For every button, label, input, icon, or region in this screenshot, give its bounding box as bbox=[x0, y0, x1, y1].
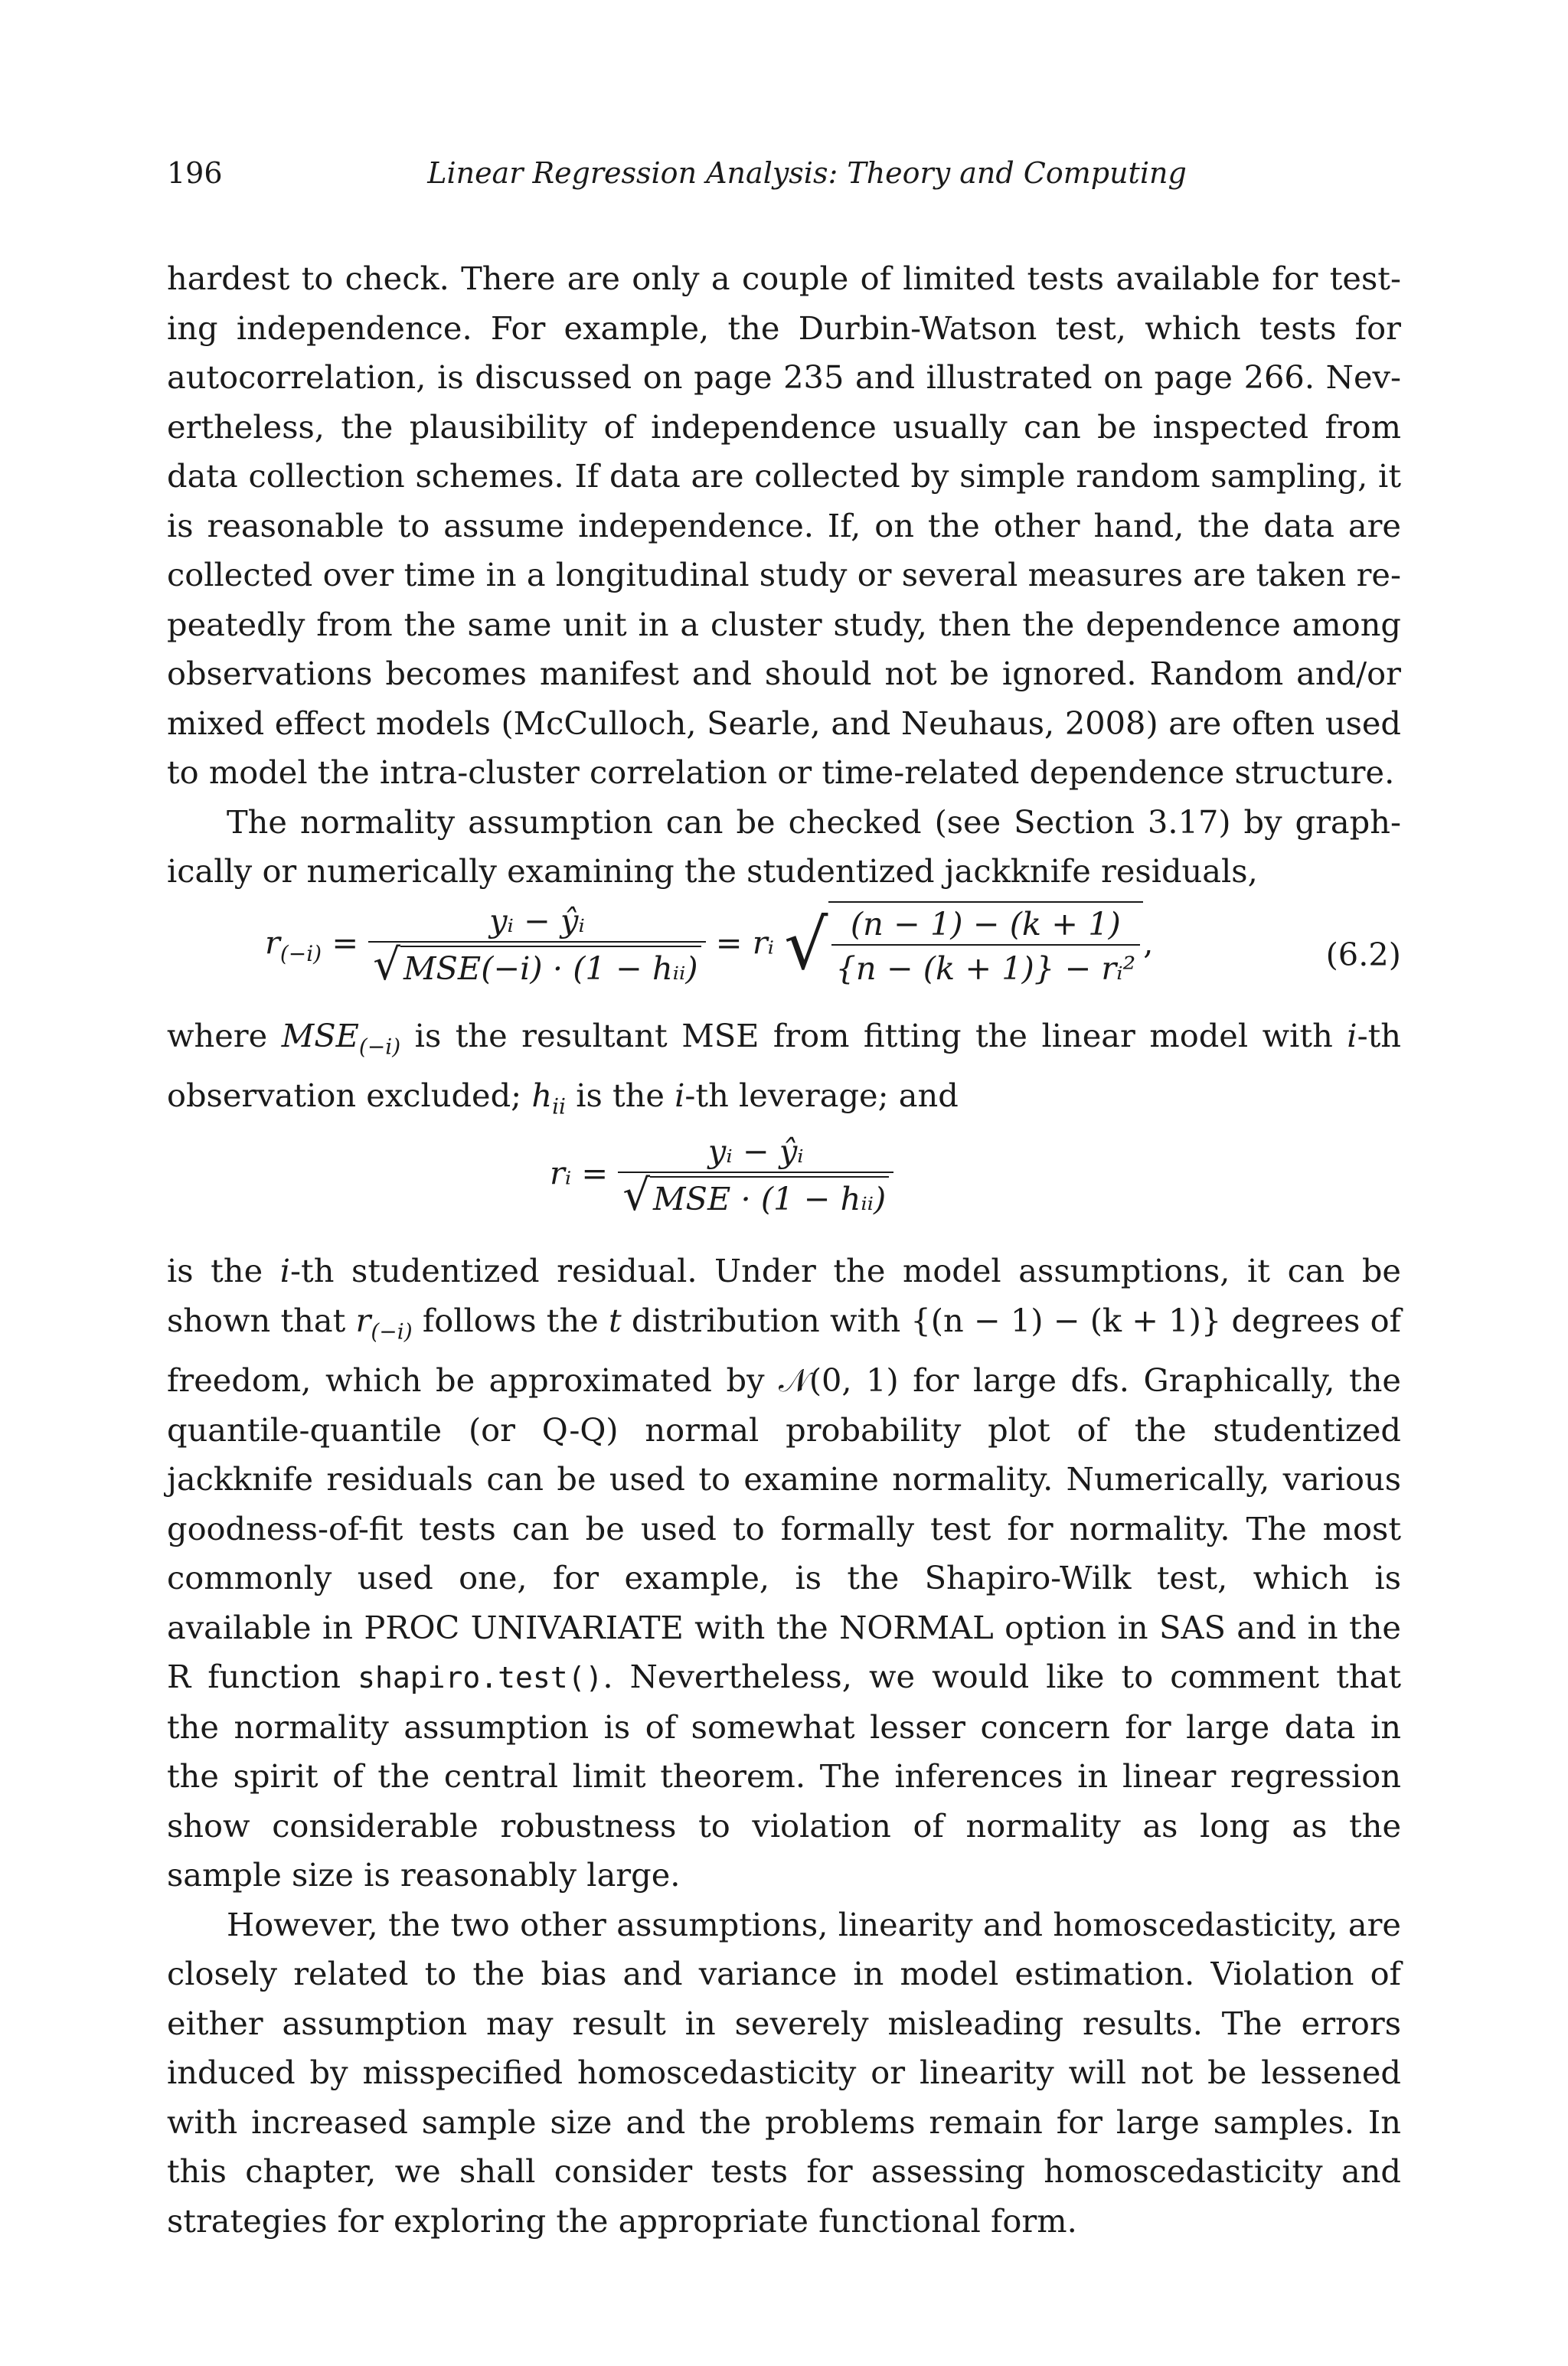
eq-comma: , bbox=[1143, 923, 1154, 961]
eq-ri-lhs: rᵢ = bbox=[550, 1154, 609, 1192]
eq-numerator-1: yᵢ − ŷᵢ bbox=[489, 901, 585, 940]
equation-ri-body bbox=[550, 1132, 893, 1221]
running-title: Linear Regression Analysis: Theory and Computing bbox=[427, 156, 1187, 190]
paragraph-independence: hardest to check. There are only a couple of limited tests available for testing independence. For example, the Durbin-Watson test, which tests for autocorrelation, is discussed on page 235 and illustrated on page 266. Nevertheless, the plausibility of independence usually can be inspected from data collection schemes. If data are collected by simple random sampling, it is reasonable to assume independence. If, on the other hand, the data are collected over time in a longitudinal study or several measures are taken repeatedly from the same unit in a cluster study, then the dependence among observations becomes manifest and should not be ignored. Random and/or mixed effect models (McCulloch, Searle, and Neuhaus, 2008) are often used to model the intra-cluster correlation or time-related dependence structure. bbox=[167, 260, 1401, 791]
math-i: i bbox=[1347, 1016, 1357, 1054]
equation-6-2-body bbox=[265, 901, 1153, 990]
eq-fraction-1 bbox=[368, 901, 705, 990]
eq-fraction-2 bbox=[828, 901, 1144, 990]
math-mse-sub: (−i) bbox=[358, 1033, 401, 1059]
equation-number: (6.2) bbox=[1325, 935, 1401, 973]
eq-ri-denominator: √MSE · (1 − hᵢᵢ) bbox=[618, 1172, 893, 1221]
running-header bbox=[167, 156, 1401, 202]
text-resultant: is the resultant MSE from fitting the linear model with bbox=[400, 1016, 1348, 1054]
eq-equals-ri: = rᵢ bbox=[715, 923, 774, 961]
text-studentized-residual: -th studentized residual. Under the model assumptions, it can be shown that bbox=[167, 1252, 1401, 1339]
math-mse: MSE bbox=[281, 1016, 359, 1054]
eq-numerator-2: (n − 1) − (k + 1) bbox=[850, 904, 1121, 943]
text-nevertheless: . Nevertheless, we would like to comment that the normality assumption is of somewhat lesser concern for large data in the spirit of the central limit theorem. The inferences in linear regression show considerable robustness to violation of normality as long as the sample size is reasonably large. bbox=[167, 1658, 1401, 1894]
text-where: where bbox=[167, 1016, 282, 1054]
math-i-3: i bbox=[279, 1252, 290, 1290]
text-is-the: is the bbox=[566, 1077, 675, 1115]
eq-denominator-2: {n − (k + 1)} − rᵢ² bbox=[831, 944, 1141, 990]
math-r-sub: (−i) bbox=[371, 1318, 413, 1344]
math-t: t bbox=[608, 1301, 622, 1339]
equation-6-2 bbox=[167, 897, 1401, 1011]
equation-ri bbox=[167, 1132, 1401, 1247]
eq-lhs-sub: (−i) bbox=[279, 940, 322, 966]
eq-equals: = bbox=[332, 923, 359, 961]
math-h: h bbox=[531, 1077, 553, 1115]
eq-denominator-1-text: MSE(−i) · (1 − hᵢᵢ) bbox=[400, 946, 701, 990]
eq-radical-sign: √ bbox=[784, 904, 828, 985]
text-excluded: -th observation excluded; bbox=[167, 1016, 1401, 1115]
eq-ri-denominator-text: MSE · (1 − hᵢᵢ) bbox=[650, 1176, 889, 1221]
paragraph-where bbox=[167, 1011, 1401, 1132]
math-r-minus-i: r bbox=[355, 1301, 371, 1339]
paragraph-normality: The normality assumption can be checked (see Section 3.17) by graphically or numerically examining the studentized jackknife residuals, bbox=[167, 802, 1401, 890]
math-h-sub: ii bbox=[552, 1093, 567, 1119]
page-number: 196 bbox=[167, 156, 223, 190]
text-leverage: -th leverage; and bbox=[684, 1077, 959, 1115]
math-i-2: i bbox=[675, 1077, 685, 1115]
code-shapiro-test: shapiro.test() bbox=[358, 1661, 603, 1695]
text-is-the-2: is the bbox=[167, 1252, 280, 1290]
eq-ri-fraction bbox=[618, 1132, 893, 1221]
eq-ri-numerator: yᵢ − ŷᵢ bbox=[707, 1132, 804, 1171]
text-follows: follows the bbox=[412, 1301, 609, 1339]
eq-lhs: r bbox=[265, 923, 280, 961]
text-distribution: distribution with {(n − 1) − (k + 1)} degrees of freedom, which be approximated by 𝒩(0, 1) for large dfs. Graphically, the quantile-quantile (or Q-Q) normal probability plot of the studentized jackknife residuals can be used to examine normality. Numerically, various goodness-of-fit tests can be used to formally test for normality. The most commonly used one, for example, is the Shapiro-Wilk test, which is available in PROC UNIVARIATE with the NORMAL option in SAS and in the R function bbox=[167, 1301, 1402, 1696]
body-text bbox=[167, 254, 1401, 2246]
eq-denominator-1: √MSE(−i) · (1 − hᵢᵢ) bbox=[368, 941, 705, 990]
paragraph-studentized bbox=[167, 1247, 1401, 1900]
paragraph-assumptions: However, the two other assumptions, linearity and homoscedasticity, are closely related to the bias and variance in model estimation. Violation of either assumption may result in severely misleading results. The errors induced by misspecified homoscedasticity or linearity will not be lessened with increased sample size and the problems remain for large samples. In this chapter, we shall consider tests for assessing homoscedasticity and strategies for exploring the appropriate functional form. bbox=[167, 1905, 1401, 2240]
